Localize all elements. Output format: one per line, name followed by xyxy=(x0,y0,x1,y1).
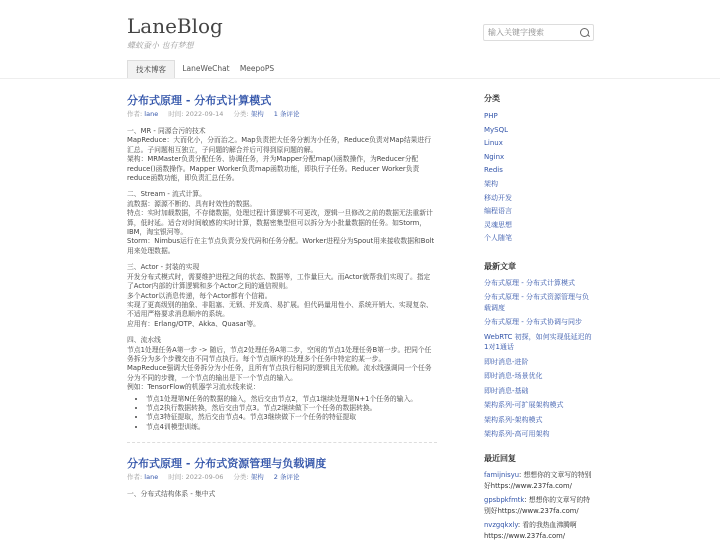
author-label: 作者: xyxy=(127,110,143,118)
category-item[interactable]: Redis xyxy=(484,166,503,175)
category-item[interactable]: PHP xyxy=(484,112,498,120)
nav-item-lanewechat[interactable]: LaneWeChat xyxy=(182,64,230,73)
post xyxy=(127,457,437,499)
recent-post-link[interactable]: 分布式原理 - 分布式协调与同步 xyxy=(484,318,582,327)
recent-posts-heading: 最新文章 xyxy=(484,261,516,271)
site-logo[interactable]: LaneBlog xyxy=(127,14,223,38)
author-link[interactable]: lane xyxy=(144,110,159,118)
text-line: MapReduce：大而化小，分而治之。Map负责把大任务分割为小任务，Reduce负责对Map结果进行汇总。子问题相互独立，子问题的解合并后可得到原问题的解。 xyxy=(127,136,432,154)
recent-post-link[interactable]: 架构系列-高可用架构 xyxy=(484,430,550,439)
reply-item: gpsbpkfmtk: 想想你的文章写的特别好https://www.237fa.com/ xyxy=(484,495,590,515)
recent-post-link[interactable]: 分布式原理 - 分布式计算模式 xyxy=(484,278,575,287)
pipeline-steps-list xyxy=(127,395,437,433)
text-line: 应用有：Erlang/OTP、Akka、Quasar等。 xyxy=(127,319,260,328)
recent-replies-heading: 最近回复 xyxy=(484,453,516,463)
category-item[interactable]: 灵魂思想 xyxy=(484,220,512,229)
author-label: 作者: xyxy=(127,473,143,482)
text-line: 例如：TensorFlow的机器学习流水线来说： xyxy=(127,383,260,392)
post-divider xyxy=(127,442,437,443)
recent-replies-list xyxy=(484,470,594,542)
sidebar xyxy=(484,94,594,545)
categories-heading: 分类 xyxy=(484,94,500,103)
section-1 xyxy=(127,127,437,183)
post-body xyxy=(127,127,437,432)
post xyxy=(127,94,437,432)
post-list xyxy=(127,94,437,500)
text-line: 特点：实时加载数据，不存储数据，处理过程计算逻辑不可更改，逻辑一旦修改之前的数据无法重新计算，低时延。适合对时间敏感的实时计算，数据密集型但可以拆分为小批量数据的任务。如Storm，IBM，淘宝银河等。 xyxy=(127,209,433,237)
category-link[interactable]: 架构 xyxy=(250,110,264,118)
post-title[interactable]: 分布式原理 - 分布式计算模式 xyxy=(127,94,272,107)
post-meta xyxy=(127,110,437,119)
section-2 xyxy=(127,190,437,256)
post-meta xyxy=(127,473,437,482)
reply-text[interactable]: 看的我热血沸腾啊https://www.237fa.com/ xyxy=(484,520,577,540)
comments-link[interactable]: 1 条评论 xyxy=(273,110,300,118)
time-label: 时间: xyxy=(168,473,184,482)
post-date: 2022-09-14 xyxy=(185,110,224,118)
site-tagline: 蝶蚁蚕小 也有梦想 xyxy=(127,41,194,50)
recent-post-link[interactable]: 分布式原理 - 分布式资源管理与负载调度 xyxy=(484,293,589,312)
list-item: • 节点2执行数据转换，然后交由节点3。节点2继续做下一个任务的数据转换。 xyxy=(146,404,437,413)
recent-post-link[interactable]: 即时消息-场景优化 xyxy=(484,372,543,381)
post-title[interactable]: 分布式原理 - 分布式资源管理与负载调度 xyxy=(127,457,327,471)
recent-post-link[interactable]: 架构系列-可扩展架构模式 xyxy=(484,401,564,410)
list-item: • 节点3特征提取，然后交由节点4。节点3继续做下一个任务的特征提取 xyxy=(146,413,437,422)
list-item: • 节点4训模型训练。 xyxy=(146,423,437,432)
reply-item: nvzgqkxly: 看的我热血沸腾啊https://www.237fa.com/ xyxy=(484,520,577,540)
text-line: 四、流水线 xyxy=(127,336,161,345)
search-input[interactable] xyxy=(488,25,576,40)
recent-post-link[interactable]: 架构系列-架构模式 xyxy=(484,415,543,424)
reply-user[interactable]: nvzgqkxly xyxy=(484,520,518,529)
text-line: Storm：Nimbus运行在主节点负责分发代码和任务分配。Worker进程分为Spout用来接收数据和Bolt用来处理数据。 xyxy=(127,237,435,255)
recent-post-link[interactable]: WebRTC 初探，如何实现低延迟的1对1通话 xyxy=(484,332,592,352)
category-label: 分类: xyxy=(233,473,249,482)
search-icon[interactable] xyxy=(580,28,589,37)
site-header xyxy=(0,0,720,60)
text-line: 三、Actor - 封装的实现 xyxy=(127,263,200,272)
author-link[interactable]: lane xyxy=(144,473,159,482)
text-line: 一、分布式结构体系 - 集中式 xyxy=(127,490,216,499)
section-3 xyxy=(127,263,437,329)
category-item[interactable]: Linux xyxy=(484,139,503,148)
category-label: 分类: xyxy=(233,110,249,118)
post-body xyxy=(127,490,437,499)
main-nav xyxy=(0,60,720,79)
text-line: 节点1处理任务A第一步 -> 随后，节点2处理任务A第二步，空闲的节点1处理任务B第一步。把同个任务拆分为多个步骤交由不同节点执行。每个节点顺序的处理多个任务中特定的某一步。 xyxy=(127,345,432,363)
reply-user[interactable]: gpsbpkfmtk xyxy=(484,495,525,504)
category-item[interactable]: 编程语言 xyxy=(484,207,512,216)
recent-posts-list xyxy=(484,278,594,440)
nav-item-tech-blog[interactable]: 技术博客 xyxy=(127,60,175,78)
time-label: 时间: xyxy=(168,110,184,118)
category-item[interactable]: Nginx xyxy=(484,152,505,161)
category-item[interactable]: 个人随笔 xyxy=(484,234,512,243)
reply-user[interactable]: famijnisyu xyxy=(484,470,520,479)
section-4 xyxy=(127,336,437,392)
category-list xyxy=(484,110,594,246)
search-box xyxy=(483,24,594,41)
recent-post-link[interactable]: 即时消息-进阶 xyxy=(484,357,529,366)
text-line: 开发分布式模式时，需要维护进程之间的状态、数据等，工作量巨大。而Actor就帮我们实现了。指定了Actor内部的计算逻辑和多个Actor之间的通信规则。 xyxy=(127,272,431,291)
list-item: • 节点1处理第N任务的数据的输入，然后交由节点2，节点1继续处理第N+1个任务的输入。 xyxy=(146,395,437,404)
post-date: 2022-09-06 xyxy=(185,473,224,482)
text-line: 架构：MRMaster负责分配任务、协调任务，并为Mapper分配map()函数操作，为Reducer分配reduce()函数操作。Mapper Worker负责map函数功能，即执行子任务。Reducer Worker负责reduce函数功能，即负责汇总任务。 xyxy=(127,155,420,183)
reply-text[interactable]: 想想你的文章写的特别好https://www.237fa.com/ xyxy=(484,495,590,515)
text-line: 一、MR - 同源合污的技术 xyxy=(127,127,206,135)
text-line: 流数据：源源不断的、具有时效性的数据。 xyxy=(127,199,257,208)
text-line: 二、Stream - 流式计算。 xyxy=(127,190,206,199)
text-line: 多个Actor以消息传递，每个Actor都有个信箱。 xyxy=(127,291,272,300)
comments-link[interactable]: 2 条评论 xyxy=(273,473,300,482)
text-line: 实现了更高级别的抽象、非阻塞、无锁、并发高、易扩展。但代码量用性小、系统开销大、实现复杂、不适用严格要求消息顺序的系统。 xyxy=(127,300,433,319)
category-item[interactable]: MySQL xyxy=(484,125,509,134)
category-item[interactable]: 移动开发 xyxy=(484,193,512,202)
recent-post-link[interactable]: 即时消息-基础 xyxy=(484,386,529,395)
category-item[interactable]: 架构 xyxy=(484,179,498,188)
nav-item-meepops[interactable]: MeepoPS xyxy=(239,64,275,73)
text-line: MapReduce强调大任务拆分为小任务，且所有节点执行相同的逻辑且无依赖。流水线强调同一个任务分为不同的步骤，一个节点的输出是下一个节点的输入。 xyxy=(127,364,432,382)
reply-text[interactable]: 想想你的文章写的特别好https://www.237fa.com/ xyxy=(484,470,592,490)
reply-item: famijnisyu: 想想你的文章写的特别好https://www.237fa.com/ xyxy=(484,470,592,490)
category-link[interactable]: 架构 xyxy=(250,473,264,482)
